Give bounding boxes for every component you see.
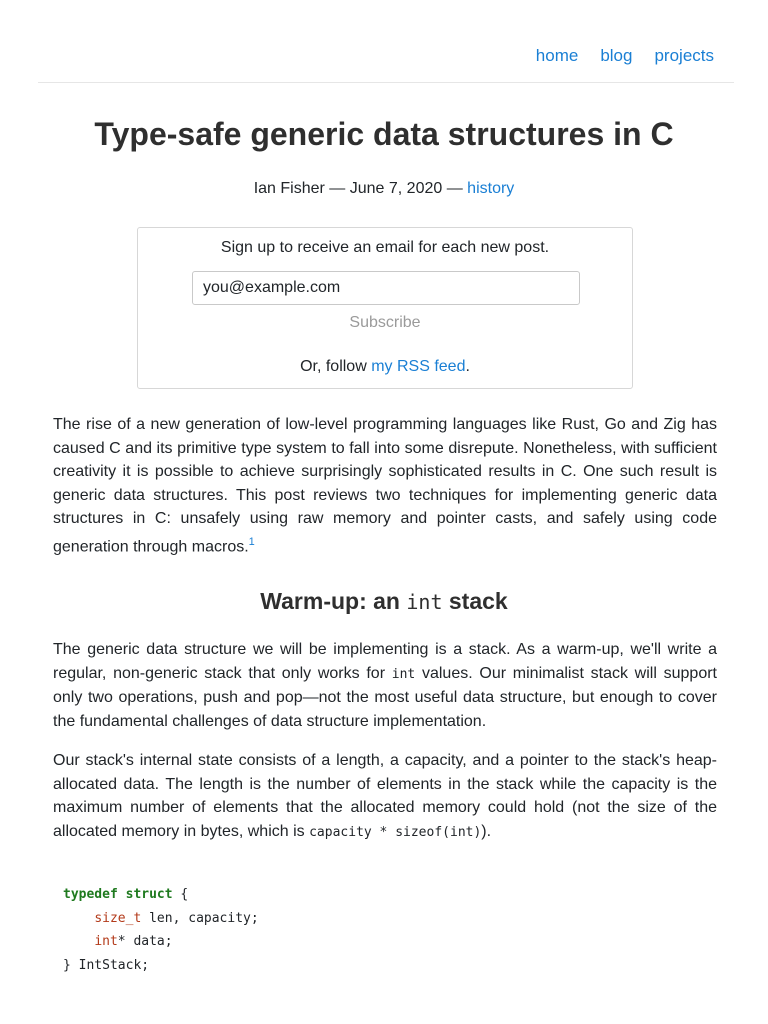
- paragraph-stack-intro: [53, 638, 717, 733]
- rss-feed-link[interactable]: my RSS feed: [371, 358, 466, 375]
- para2-part1: Our stack's internal state consists of a length, a capacity, and a pointer to the stack's heap-allocated data. The length is the number of elements in the stack while the capacity is the maximum number of elements that the allocated memory could hold (not the size of the allocated memory in bytes, which is: [53, 752, 717, 840]
- post-title: Type-safe generic data structures in C: [94, 116, 674, 152]
- para2-code: capacity * sizeof(int): [309, 824, 482, 840]
- post-date: June 7, 2020: [349, 180, 443, 197]
- para2-part2: ).: [481, 822, 492, 840]
- code-text: {: [172, 887, 189, 902]
- code-line-4: } IntStack;: [63, 957, 150, 973]
- heading-suffix: stack: [442, 588, 508, 614]
- code-line-2: [63, 911, 259, 926]
- intro-paragraph: [53, 413, 717, 559]
- nav-home-link[interactable]: home: [535, 46, 579, 65]
- follow-suffix: .: [465, 358, 470, 375]
- para1-part2: values. Our minimalist stack will support only two operations, push and pop—not the most useful data structure, but enough to cover the fundamental challenges of data structure implementation.: [53, 664, 717, 730]
- email-input[interactable]: [192, 271, 580, 305]
- follow-prefix: Or, follow: [300, 358, 372, 375]
- nav-links: [536, 46, 714, 66]
- code-line-3: [63, 934, 173, 949]
- code-text: len, capacity;: [141, 910, 259, 926]
- byline: [0, 180, 768, 198]
- paragraph-stack-state: [53, 749, 717, 844]
- nav-projects-link[interactable]: projects: [654, 46, 714, 65]
- top-nav: [38, 34, 734, 83]
- code-block: [63, 883, 703, 977]
- code-type: int: [94, 934, 118, 950]
- history-link[interactable]: history: [467, 180, 515, 197]
- subscribe-button[interactable]: Subscribe: [138, 314, 632, 332]
- signup-prompt: Sign up to receive an email for each new post.: [220, 239, 550, 256]
- heading-prefix: Warm-up: an: [260, 588, 407, 614]
- author-name: Ian Fisher: [253, 180, 325, 197]
- signup-box: [137, 227, 633, 389]
- heading-code: int: [406, 590, 443, 614]
- code-text: * data;: [117, 934, 173, 950]
- byline-separator: —: [446, 180, 463, 197]
- footnote-link[interactable]: 1: [248, 535, 255, 548]
- code-line-1: [63, 887, 188, 902]
- byline-separator: —: [329, 180, 346, 197]
- intro-text: The rise of a new generation of low-level programming languages like Rust, Go and Zig has caused C and its primitive type system to fall into some disrepute. Nonetheless, with sufficient creativity it is possible to achieve surprisingly sophisticated results in C. One such result is generic data structures. This post reviews two techniques for implementing generic data structures in C: unsafely using raw memory and pointer casts, and safely using code generation through macros.: [53, 416, 717, 556]
- para1-part1: The generic data structure we will be implementing is a stack. As a warm-up, we'll write a regular, non-generic stack that only works for: [53, 641, 717, 682]
- nav-blog-link[interactable]: blog: [600, 46, 633, 65]
- rss-follow-line: [138, 358, 632, 376]
- section-heading: [0, 588, 768, 615]
- code-keyword: typedef struct: [63, 887, 173, 902]
- para1-code: int: [391, 666, 416, 682]
- code-type: size_t: [94, 910, 142, 926]
